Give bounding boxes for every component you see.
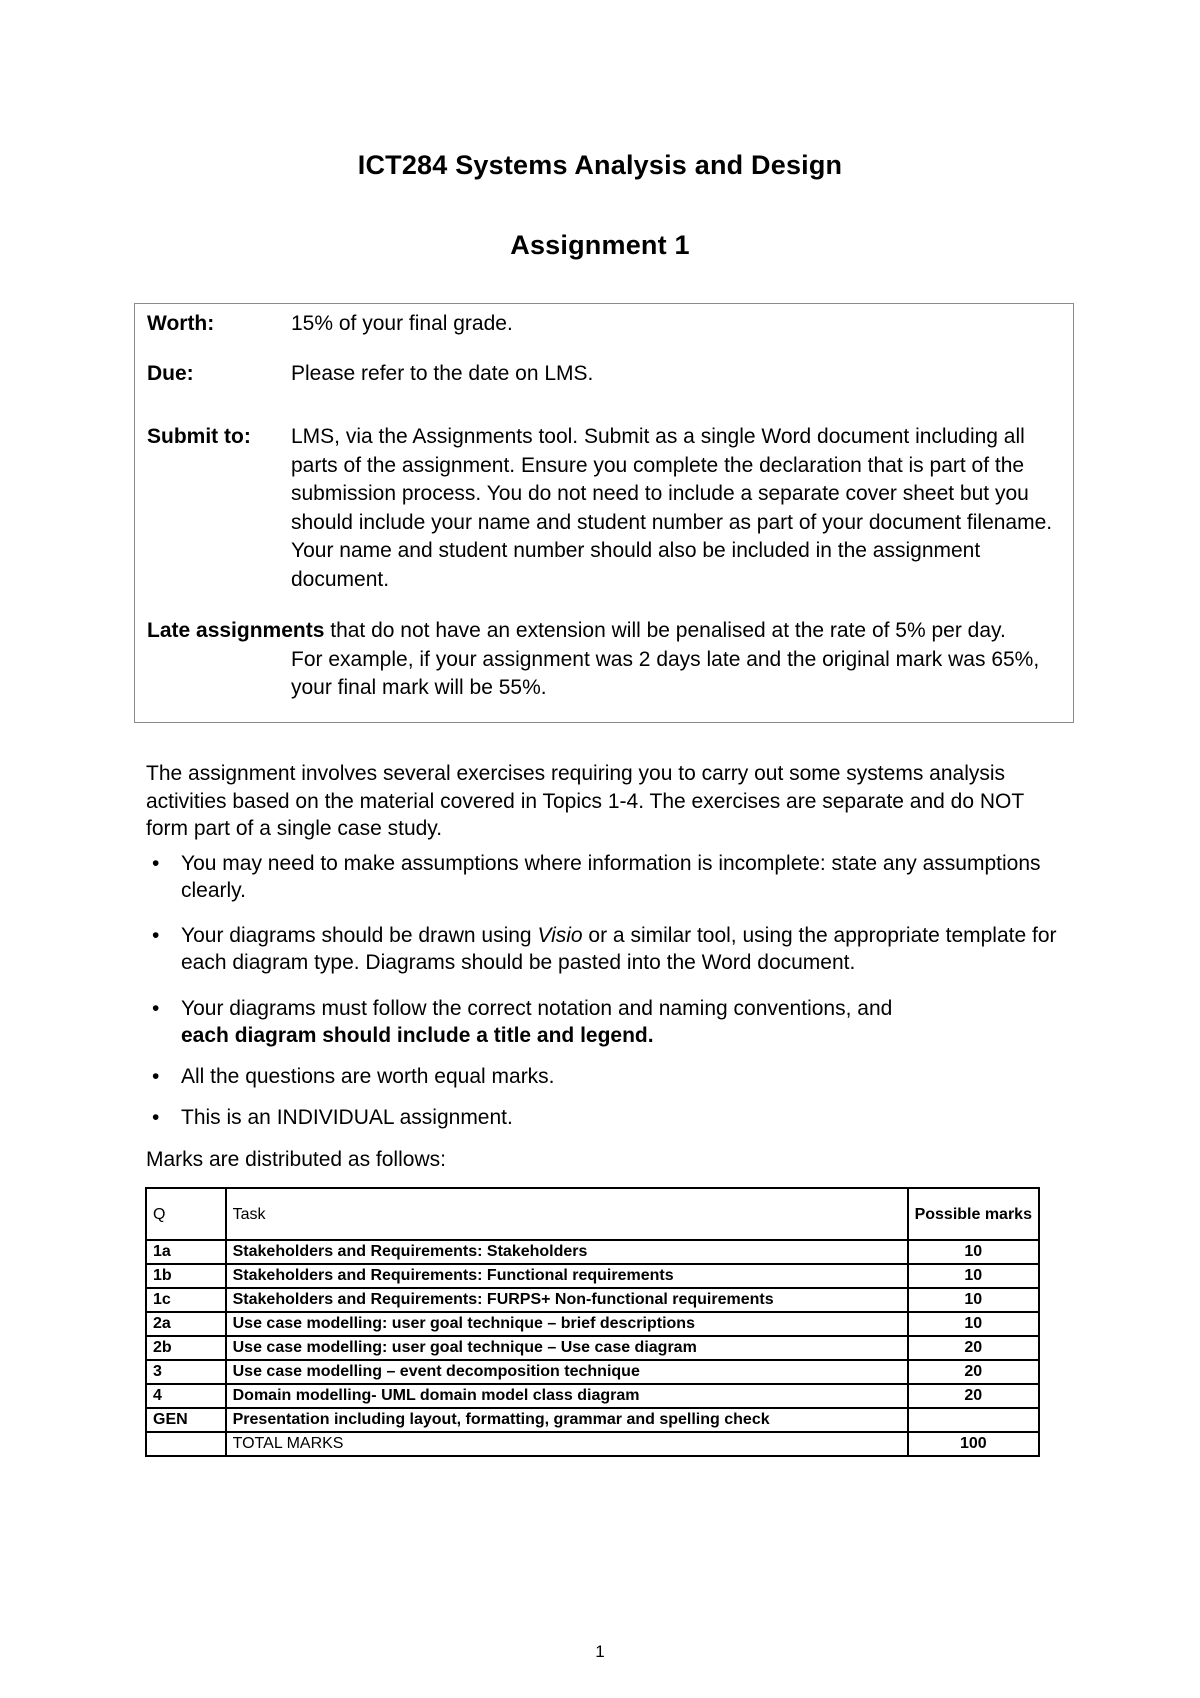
table-row xyxy=(146,1288,1039,1312)
header-marks: Possible marks xyxy=(908,1188,1039,1240)
row-task: Presentation including layout, formatting, grammar and spelling check xyxy=(226,1408,908,1432)
row-task: Domain modelling- UML domain model class diagram xyxy=(226,1384,908,1408)
row-marks: 20 xyxy=(908,1336,1039,1360)
total-marks: 100 xyxy=(908,1432,1039,1456)
visio-text: Visio xyxy=(537,924,583,947)
bullet-icon: • xyxy=(152,852,160,875)
row-task: Stakeholders and Requirements: Functional requirements xyxy=(226,1264,908,1288)
row-marks: 20 xyxy=(908,1360,1039,1384)
row-marks: 10 xyxy=(908,1288,1039,1312)
row-q: 1c xyxy=(146,1288,226,1312)
row-task: Use case modelling: user goal technique – brief descriptions xyxy=(226,1312,908,1336)
table-total-row xyxy=(146,1432,1039,1456)
bullet-text-pre: Your diagrams must follow the correct notation and naming conventions, and xyxy=(181,997,893,1020)
row-q: 4 xyxy=(146,1384,226,1408)
marks-table xyxy=(145,1187,1040,1457)
assignment-info-box xyxy=(134,303,1074,723)
bullet-icon: • xyxy=(152,1065,160,1088)
worth-value: 15% of your final grade. xyxy=(291,312,513,335)
due-value: Please refer to the date on LMS. xyxy=(291,362,594,385)
late-first-line xyxy=(147,617,1067,646)
row-task: Use case modelling: user goal technique – Use case diagram xyxy=(226,1336,908,1360)
bullet-text-bold: each diagram should include a title and legend. xyxy=(181,1024,654,1047)
bullet-text-pre: Your diagrams should be drawn using xyxy=(181,924,538,947)
row-task: Use case modelling – event decomposition technique xyxy=(226,1360,908,1384)
header-q: Q xyxy=(146,1188,226,1240)
due-label: Due: xyxy=(147,362,194,385)
table-header-row xyxy=(146,1188,1039,1240)
row-q xyxy=(146,1432,226,1456)
submit-label: Submit to: xyxy=(147,425,251,448)
worth-label: Worth: xyxy=(147,312,215,335)
bullet-text xyxy=(181,995,1071,1049)
table-row xyxy=(146,1360,1039,1384)
row-marks: 10 xyxy=(908,1240,1039,1264)
submit-value: LMS, via the Assignments tool. Submit as a single Word document including all parts of the assignment. Ensure you complete the declaration that is part of the submission process. You do not need to include a separate cover sheet but you should include your name and student number as part of your document filename. Your name and student number should also be included in the assignment document. xyxy=(291,425,1053,591)
bullet-icon: • xyxy=(152,997,160,1020)
row-q: 1b xyxy=(146,1264,226,1288)
row-marks: 20 xyxy=(908,1384,1039,1408)
intro-paragraph: The assignment involves several exercises requiring you to carry out some systems analysis activities based on the material covered in Topics 1-4. The exercises are separate and do NOT form part of a single case study. xyxy=(146,762,1024,840)
document-title: ICT284 Systems Analysis and Design xyxy=(357,150,843,180)
page-number: 1 xyxy=(595,1642,605,1661)
bullet-text: This is an INDIVIDUAL assignment. xyxy=(181,1106,513,1129)
late-penalty-example: For example, if your assignment was 2 days late and the original mark was 65%, your final mark will be 55%. xyxy=(291,647,1040,699)
row-marks: 10 xyxy=(908,1264,1039,1288)
row-marks xyxy=(908,1408,1039,1432)
document-subtitle: Assignment 1 xyxy=(510,230,690,260)
row-task: Stakeholders and Requirements: FURPS+ Non-functional requirements xyxy=(226,1288,908,1312)
bullet-icon: • xyxy=(152,924,160,947)
row-q: 2b xyxy=(146,1336,226,1360)
bullet-text-post: or a similar tool, using the appropriate template for each diagram type. Diagrams should be pasted into the Word document. xyxy=(181,924,1057,974)
bullet-icon: • xyxy=(152,1106,160,1129)
row-q: 1a xyxy=(146,1240,226,1264)
bullet-text xyxy=(181,922,1071,976)
row-q: 3 xyxy=(146,1360,226,1384)
table-row xyxy=(146,1336,1039,1360)
row-q: 2a xyxy=(146,1312,226,1336)
table-row xyxy=(146,1408,1039,1432)
table-row xyxy=(146,1312,1039,1336)
table-row xyxy=(146,1264,1039,1288)
marks-intro: Marks are distributed as follows: xyxy=(146,1148,446,1171)
bullet-text: You may need to make assumptions where information is incomplete: state any assumptions clearly. xyxy=(181,852,1041,902)
late-label: Late assignments xyxy=(147,619,325,642)
bullet-text: All the questions are worth equal marks. xyxy=(181,1065,555,1088)
row-marks: 10 xyxy=(908,1312,1039,1336)
header-task: Task xyxy=(226,1188,908,1240)
row-q: GEN xyxy=(146,1408,226,1432)
late-assignments-row xyxy=(147,617,1067,703)
late-line1-text: that do not have an extension will be penalised at the rate of 5% per day. xyxy=(324,619,1006,642)
table-row xyxy=(146,1384,1039,1408)
row-task: Stakeholders and Requirements: Stakeholders xyxy=(226,1240,908,1264)
total-label: TOTAL MARKS xyxy=(226,1432,908,1456)
table-row xyxy=(146,1240,1039,1264)
